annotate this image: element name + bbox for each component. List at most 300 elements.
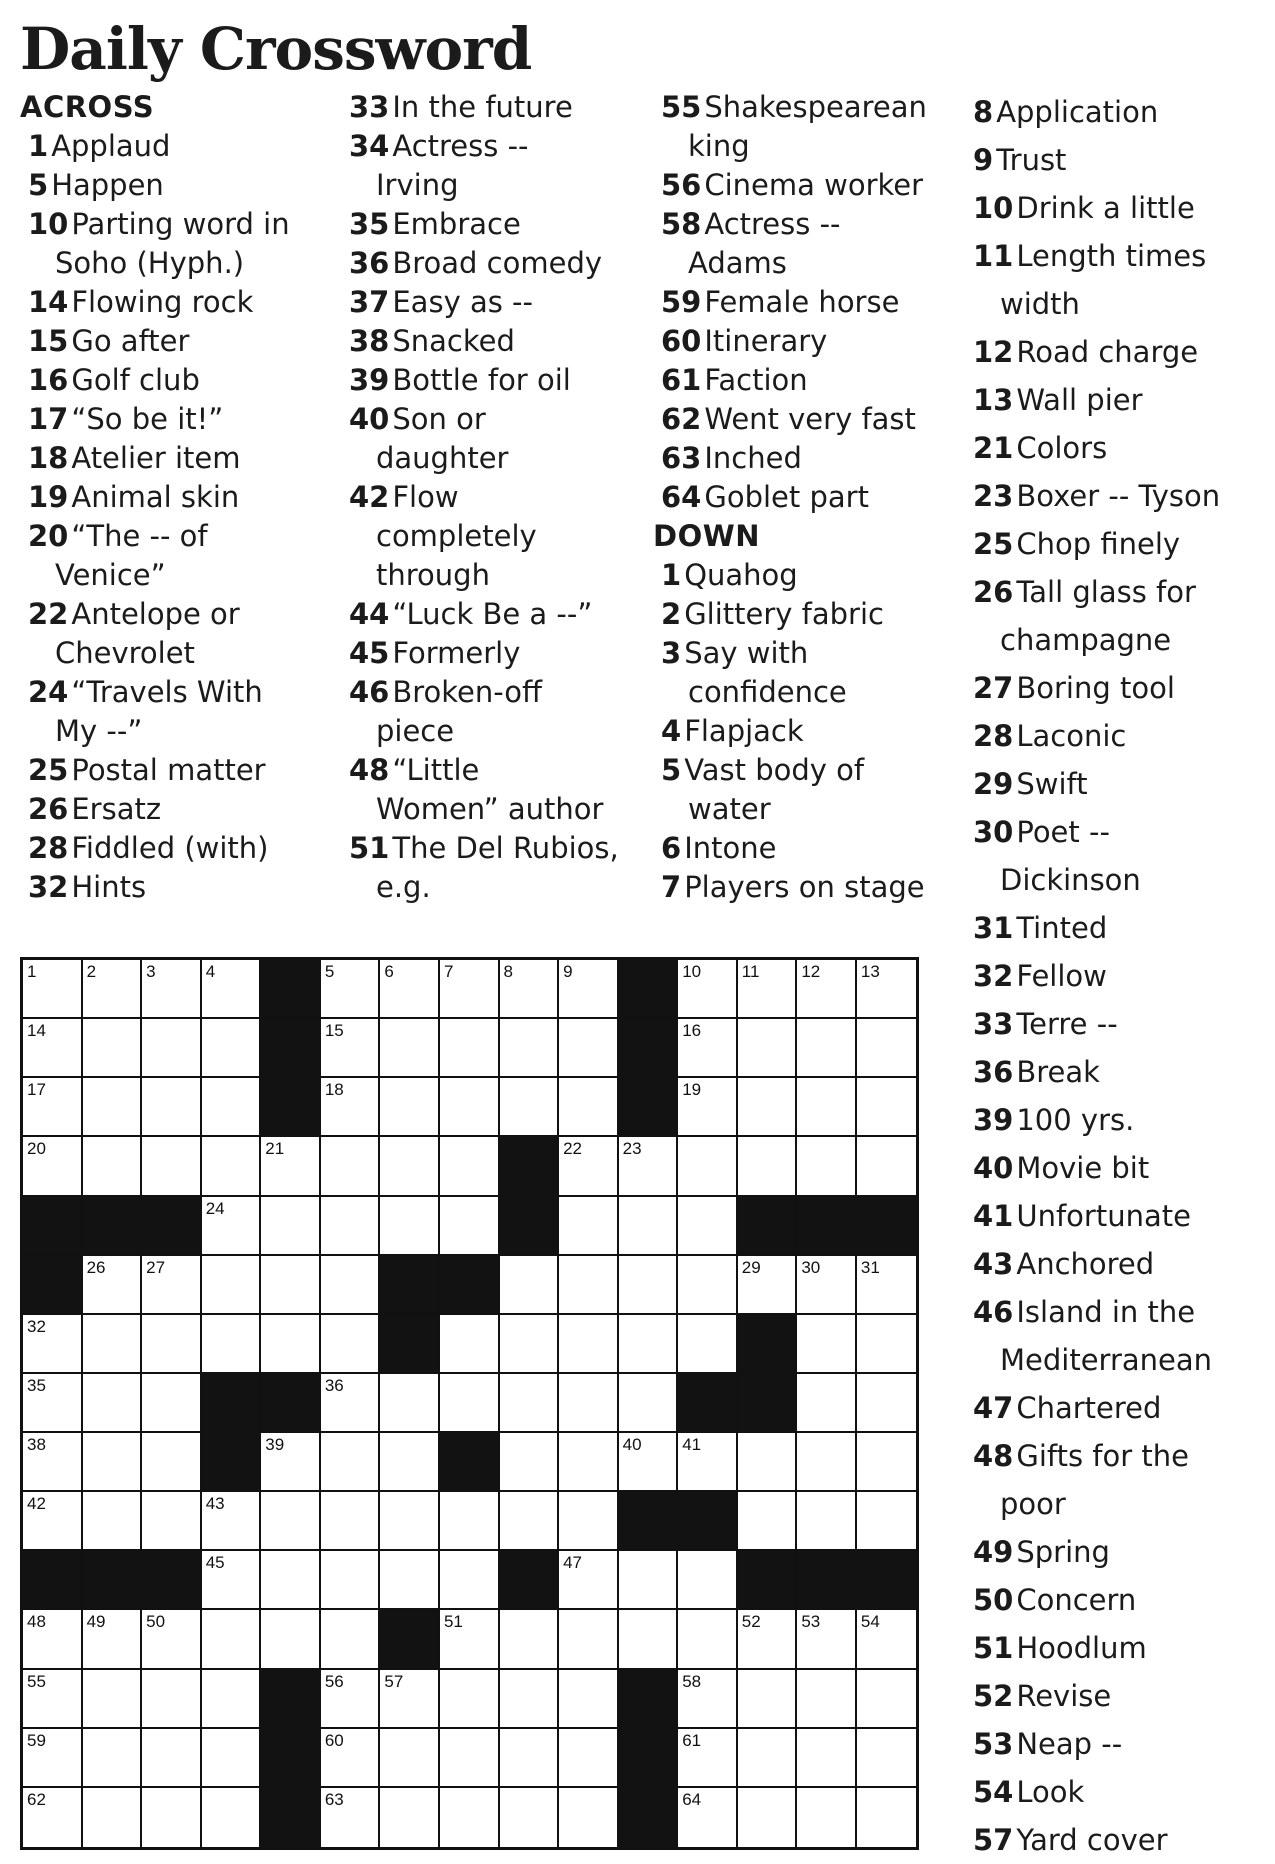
grid-cell[interactable] [321, 1374, 381, 1433]
grid-cell[interactable] [738, 1492, 798, 1551]
grid-cell[interactable] [23, 1492, 83, 1551]
clue-text: Antelope or [71, 597, 240, 631]
grid-cell[interactable] [83, 1729, 143, 1788]
clue [965, 760, 1270, 808]
grid-cell[interactable] [23, 1315, 83, 1374]
grid-cell[interactable] [202, 1788, 262, 1847]
grid-cell[interactable] [261, 1551, 321, 1610]
cell-number: 29 [741, 1257, 761, 1277]
clue-number: 10 [28, 207, 69, 241]
grid-cell[interactable] [261, 1137, 321, 1196]
grid-cell[interactable] [738, 1670, 798, 1729]
grid-cell[interactable] [142, 1374, 202, 1433]
clue-number: 39 [349, 363, 390, 397]
grid-cell[interactable] [797, 1374, 857, 1433]
grid-cell[interactable] [23, 1374, 83, 1433]
grid-cell[interactable] [321, 1788, 381, 1847]
grid-cell[interactable] [678, 1078, 738, 1137]
grid-cell[interactable] [500, 1610, 560, 1669]
grid-cell[interactable] [321, 960, 381, 1019]
clue-text: Actress -- [392, 129, 529, 163]
grid-cell[interactable] [83, 1256, 143, 1315]
grid-cell[interactable] [202, 1197, 262, 1256]
cell-number: 19 [682, 1080, 702, 1100]
grid-cell[interactable] [380, 1670, 440, 1729]
grid-block [380, 1610, 440, 1669]
grid-cell[interactable] [261, 1433, 321, 1492]
grid-cell[interactable] [440, 1729, 500, 1788]
clue-text: Chartered [1016, 1391, 1162, 1425]
grid-cell[interactable] [380, 1551, 440, 1610]
grid-cell[interactable] [857, 1433, 917, 1492]
clue [341, 205, 641, 244]
grid-cell[interactable] [857, 1610, 917, 1669]
cell-number: 11 [741, 962, 760, 981]
clue-number: 23 [973, 479, 1014, 513]
clue-text: Movie bit [1016, 1151, 1150, 1185]
grid-cell[interactable] [559, 1315, 619, 1374]
grid-cell[interactable] [738, 960, 798, 1019]
grid-cell[interactable] [559, 1137, 619, 1196]
grid-block [261, 1788, 321, 1847]
grid-cell[interactable] [380, 1788, 440, 1847]
grid-cell[interactable] [83, 1315, 143, 1374]
grid-cell[interactable] [500, 1729, 560, 1788]
clue-number: 25 [28, 753, 69, 787]
grid-cell[interactable] [202, 1019, 262, 1078]
clue-number: 34 [349, 129, 390, 163]
grid-cell[interactable] [380, 1374, 440, 1433]
grid-cell[interactable] [321, 1078, 381, 1137]
grid-cell[interactable] [83, 1433, 143, 1492]
grid-cell[interactable] [321, 1433, 381, 1492]
clue-number: 52 [973, 1679, 1014, 1713]
grid-cell[interactable] [23, 1788, 83, 1847]
grid-cell[interactable] [440, 1019, 500, 1078]
cell-number: 36 [324, 1375, 344, 1395]
grid-cell[interactable] [321, 1670, 381, 1729]
grid-cell[interactable] [797, 1788, 857, 1847]
grid-cell[interactable] [440, 1788, 500, 1847]
grid-cell[interactable] [83, 1137, 143, 1196]
grid-cell[interactable] [23, 1019, 83, 1078]
grid-cell[interactable] [321, 1492, 381, 1551]
clue [965, 952, 1270, 1000]
grid-cell[interactable] [380, 1492, 440, 1551]
grid-cell[interactable] [500, 1019, 560, 1078]
grid-cell[interactable] [440, 1492, 500, 1551]
grid-cell[interactable] [202, 1729, 262, 1788]
grid-cell[interactable] [142, 1729, 202, 1788]
grid-cell[interactable] [619, 1551, 679, 1610]
clue [965, 1384, 1270, 1432]
grid-cell[interactable] [678, 1610, 738, 1669]
grid-cell[interactable] [678, 1670, 738, 1729]
grid-cell[interactable] [857, 1019, 917, 1078]
grid-cell[interactable] [440, 1078, 500, 1137]
grid-block [23, 1551, 83, 1610]
clue-text: Swift [1016, 767, 1088, 801]
grid-cell[interactable] [738, 1019, 798, 1078]
grid-cell[interactable] [738, 1729, 798, 1788]
grid-block [619, 960, 679, 1019]
grid-block [619, 1670, 679, 1729]
grid-cell[interactable] [738, 1256, 798, 1315]
grid-cell[interactable] [797, 1670, 857, 1729]
grid-cell[interactable] [797, 1256, 857, 1315]
grid-cell[interactable] [738, 1137, 798, 1196]
clue-text: Goblet part [704, 480, 869, 514]
grid-cell[interactable] [500, 1670, 560, 1729]
grid-cell[interactable] [23, 1137, 83, 1196]
grid-cell[interactable] [559, 1374, 619, 1433]
grid-cell[interactable] [619, 1374, 679, 1433]
grid-cell[interactable] [142, 1492, 202, 1551]
grid-cell[interactable] [202, 1670, 262, 1729]
grid-cell[interactable] [142, 1315, 202, 1374]
clue-text: Chevrolet [55, 636, 195, 670]
clue-number: 60 [661, 324, 702, 358]
grid-cell[interactable] [142, 1610, 202, 1669]
grid-cell[interactable] [619, 1137, 679, 1196]
clue [20, 673, 332, 712]
clue-text: confidence [688, 675, 847, 709]
clue [653, 556, 953, 595]
clue [965, 424, 1270, 472]
grid-cell[interactable] [321, 1197, 381, 1256]
grid-cell[interactable] [738, 1078, 798, 1137]
clue-text: Cinema worker [704, 168, 924, 202]
grid-block [619, 1492, 679, 1551]
clue-text: poor [1000, 1487, 1066, 1521]
grid-cell[interactable] [857, 1374, 917, 1433]
grid-cell[interactable] [857, 960, 917, 1019]
cell-number: 62 [27, 1789, 46, 1809]
grid-cell[interactable] [440, 1197, 500, 1256]
grid-cell[interactable] [797, 1729, 857, 1788]
grid-cell[interactable] [380, 1433, 440, 1492]
clue-number: 4 [661, 714, 682, 748]
cell-number: 16 [682, 1021, 702, 1041]
clue-text: Happen [51, 168, 164, 202]
clue [341, 322, 641, 361]
grid-cell[interactable] [83, 1019, 143, 1078]
clue-text: “Travels With [71, 675, 263, 709]
grid-cell[interactable] [797, 1315, 857, 1374]
clue-continuation [653, 244, 953, 283]
grid-cell[interactable] [797, 1019, 857, 1078]
grid-cell[interactable] [83, 1610, 143, 1669]
clue [965, 1144, 1270, 1192]
clue-number: 21 [973, 431, 1014, 465]
grid-cell[interactable] [559, 1670, 619, 1729]
clue-number: 5 [28, 168, 49, 202]
grid-cell[interactable] [857, 1315, 917, 1374]
grid-cell[interactable] [440, 1670, 500, 1729]
clue-text: Inched [704, 441, 802, 475]
clue-number: 6 [661, 831, 682, 865]
clue-continuation [965, 856, 1270, 904]
grid-cell[interactable] [440, 1374, 500, 1433]
clue-number: 36 [973, 1055, 1014, 1089]
clue-number: 35 [349, 207, 390, 241]
grid-cell[interactable] [83, 1078, 143, 1137]
grid-cell[interactable] [202, 1551, 262, 1610]
grid-cell[interactable] [678, 1256, 738, 1315]
grid-cell[interactable] [857, 1078, 917, 1137]
grid-cell[interactable] [559, 1078, 619, 1137]
grid-cell[interactable] [321, 1019, 381, 1078]
grid-cell[interactable] [321, 1256, 381, 1315]
grid-cell[interactable] [797, 1610, 857, 1669]
grid-block [797, 1197, 857, 1256]
grid-cell[interactable] [559, 1433, 619, 1492]
clue-text: king [688, 129, 750, 163]
grid-block [83, 1197, 143, 1256]
grid-cell[interactable] [440, 960, 500, 1019]
clue-number: 37 [349, 285, 390, 319]
clue [341, 244, 641, 283]
grid-cell[interactable] [738, 1433, 798, 1492]
grid-cell[interactable] [738, 1610, 798, 1669]
grid-cell[interactable] [202, 1137, 262, 1196]
clue-number: 26 [973, 575, 1014, 609]
grid-cell[interactable] [261, 1256, 321, 1315]
clue-text: Women” author [376, 792, 604, 826]
clue [653, 283, 953, 322]
grid-cell[interactable] [202, 960, 262, 1019]
grid-cell[interactable] [440, 1551, 500, 1610]
grid-cell[interactable] [500, 1256, 560, 1315]
grid-cell[interactable] [797, 1137, 857, 1196]
grid-cell[interactable] [261, 1610, 321, 1669]
grid-cell[interactable] [678, 1433, 738, 1492]
grid-cell[interactable] [559, 960, 619, 1019]
grid-cell[interactable] [261, 1492, 321, 1551]
grid-cell[interactable] [142, 1433, 202, 1492]
grid-cell[interactable] [380, 1137, 440, 1196]
grid-cell[interactable] [142, 1788, 202, 1847]
grid-cell[interactable] [619, 1610, 679, 1669]
grid-cell[interactable] [142, 1256, 202, 1315]
grid-cell[interactable] [202, 1078, 262, 1137]
grid-cell[interactable] [797, 1078, 857, 1137]
clue-text: Boxer -- Tyson [1016, 479, 1221, 513]
cell-number: 21 [265, 1139, 285, 1159]
clue-number: 32 [973, 959, 1014, 993]
clue [653, 88, 953, 127]
grid-cell[interactable] [797, 1492, 857, 1551]
grid-cell[interactable] [797, 960, 857, 1019]
grid-cell[interactable] [500, 1788, 560, 1847]
clue-text: Postal matter [71, 753, 266, 787]
clue-text: water [688, 792, 771, 826]
grid-cell[interactable] [142, 1670, 202, 1729]
cell-number: 15 [324, 1021, 344, 1041]
cell-number: 14 [27, 1021, 46, 1041]
clue-number: 53 [973, 1727, 1014, 1761]
grid-cell[interactable] [83, 1492, 143, 1551]
grid-cell[interactable] [23, 1433, 83, 1492]
grid-block [142, 1551, 202, 1610]
clue-text: Neap -- [1016, 1727, 1123, 1761]
grid-cell[interactable] [23, 1670, 83, 1729]
clue-text: Mediterranean [1000, 1343, 1213, 1377]
grid-cell[interactable] [678, 1729, 738, 1788]
grid-cell[interactable] [500, 1374, 560, 1433]
grid-cell[interactable] [83, 1374, 143, 1433]
clue [20, 283, 332, 322]
grid-cell[interactable] [321, 1610, 381, 1669]
grid-cell[interactable] [619, 1197, 679, 1256]
clue [653, 595, 953, 634]
clue-number: 3 [661, 636, 682, 670]
grid-block [261, 1078, 321, 1137]
clue-text: Formerly [392, 636, 521, 670]
clue-number: 59 [661, 285, 702, 319]
grid-cell[interactable] [678, 960, 738, 1019]
grid-cell[interactable] [380, 1729, 440, 1788]
grid-cell[interactable] [500, 1492, 560, 1551]
grid-cell[interactable] [559, 1610, 619, 1669]
grid-cell[interactable] [678, 1137, 738, 1196]
clue-number: 7 [661, 870, 682, 904]
grid-cell[interactable] [440, 1610, 500, 1669]
grid-cell[interactable] [738, 1788, 798, 1847]
grid-cell[interactable] [678, 1551, 738, 1610]
grid-cell[interactable] [678, 1788, 738, 1847]
grid-cell[interactable] [23, 1078, 83, 1137]
grid-cell[interactable] [380, 1078, 440, 1137]
grid-cell[interactable] [440, 1137, 500, 1196]
cell-number: 20 [27, 1139, 46, 1159]
grid-cell[interactable] [559, 1729, 619, 1788]
cell-number: 8 [503, 962, 513, 981]
grid-cell[interactable] [321, 1137, 381, 1196]
grid-cell[interactable] [500, 1433, 560, 1492]
clue-number: 41 [973, 1199, 1014, 1233]
clue-text: daughter [376, 441, 509, 475]
grid-cell[interactable] [23, 960, 83, 1019]
grid-cell[interactable] [23, 1610, 83, 1669]
cell-number: 32 [27, 1316, 46, 1336]
grid-cell[interactable] [500, 1315, 560, 1374]
grid-cell[interactable] [559, 1551, 619, 1610]
grid-cell[interactable] [559, 1019, 619, 1078]
grid-cell[interactable] [83, 1788, 143, 1847]
clue-number: 45 [349, 636, 390, 670]
clue-number: 27 [973, 671, 1014, 705]
grid-cell[interactable] [857, 1788, 917, 1847]
cell-number: 1 [27, 962, 37, 981]
cell-number: 59 [27, 1730, 46, 1750]
clue-continuation [653, 790, 953, 829]
cell-number: 9 [563, 962, 573, 981]
clue [653, 439, 953, 478]
grid-cell[interactable] [380, 960, 440, 1019]
grid-cell[interactable] [500, 1078, 560, 1137]
grid-cell[interactable] [83, 1670, 143, 1729]
grid-cell[interactable] [202, 1256, 262, 1315]
grid-cell[interactable] [202, 1315, 262, 1374]
grid-cell[interactable] [678, 1019, 738, 1078]
grid-cell[interactable] [678, 1197, 738, 1256]
grid-cell[interactable] [559, 1256, 619, 1315]
clue [965, 1000, 1270, 1048]
grid-cell[interactable] [857, 1256, 917, 1315]
grid-cell[interactable] [321, 1551, 381, 1610]
grid-cell[interactable] [380, 1197, 440, 1256]
grid-cell[interactable] [559, 1492, 619, 1551]
crossword-grid [20, 957, 919, 1850]
grid-cell[interactable] [202, 1492, 262, 1551]
grid-cell[interactable] [678, 1315, 738, 1374]
clue-continuation [653, 673, 953, 712]
clue-text: through [376, 558, 490, 592]
grid-cell[interactable] [142, 1137, 202, 1196]
cell-number: 10 [682, 962, 702, 981]
clue-continuation [341, 517, 641, 556]
grid-cell[interactable] [857, 1492, 917, 1551]
clue-text: Laconic [1016, 719, 1127, 753]
clue-number: 40 [349, 402, 390, 436]
clue-text: Venice” [55, 558, 166, 592]
grid-cell[interactable] [857, 1729, 917, 1788]
grid-cell[interactable] [559, 1197, 619, 1256]
clue [20, 517, 332, 556]
grid-cell[interactable] [261, 1197, 321, 1256]
grid-cell[interactable] [440, 1315, 500, 1374]
grid-cell[interactable] [559, 1788, 619, 1847]
grid-cell[interactable] [321, 1315, 381, 1374]
grid-cell[interactable] [142, 1078, 202, 1137]
grid-block [738, 1374, 798, 1433]
grid-cell[interactable] [142, 960, 202, 1019]
grid-cell[interactable] [857, 1670, 917, 1729]
grid-cell[interactable] [619, 1315, 679, 1374]
clue [965, 376, 1270, 424]
clue [341, 595, 641, 634]
grid-cell[interactable] [23, 1729, 83, 1788]
grid-cell[interactable] [380, 1019, 440, 1078]
clue [965, 568, 1270, 616]
grid-cell[interactable] [261, 1315, 321, 1374]
clue [965, 1432, 1270, 1480]
grid-cell[interactable] [797, 1433, 857, 1492]
clue [653, 829, 953, 868]
grid-cell[interactable] [500, 960, 560, 1019]
grid-cell[interactable] [321, 1729, 381, 1788]
grid-block [202, 1433, 262, 1492]
clue-text: Irving [376, 168, 459, 202]
clue-text: In the future [392, 90, 573, 124]
grid-cell[interactable] [619, 1256, 679, 1315]
grid-cell[interactable] [202, 1610, 262, 1669]
grid-cell[interactable] [142, 1019, 202, 1078]
cell-number: 48 [27, 1612, 46, 1632]
clue [965, 1624, 1270, 1672]
grid-cell[interactable] [857, 1137, 917, 1196]
clue-number: 5 [661, 753, 682, 787]
grid-block [500, 1137, 560, 1196]
clue [653, 478, 953, 517]
grid-cell[interactable] [83, 960, 143, 1019]
clue [965, 664, 1270, 712]
grid-cell[interactable] [619, 1433, 679, 1492]
clue-number: 18 [28, 441, 69, 475]
clue-text: Tinted [1016, 911, 1108, 945]
cell-number: 31 [860, 1257, 880, 1277]
